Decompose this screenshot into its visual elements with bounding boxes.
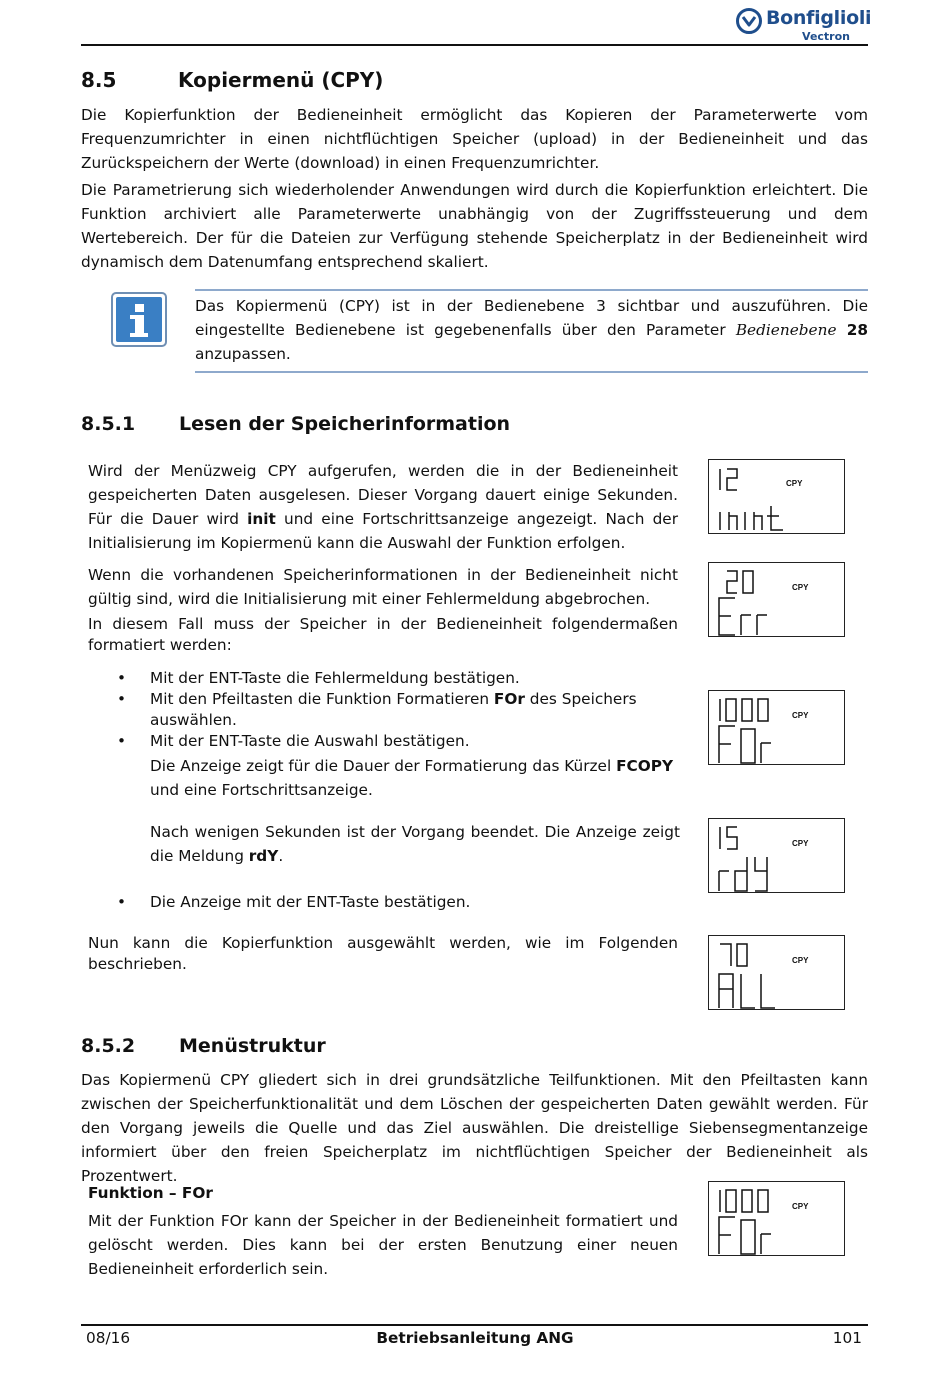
bullet2-bold: FOr bbox=[493, 690, 525, 708]
sub1-note-2 bbox=[150, 820, 680, 868]
lcd-graphic-for bbox=[709, 691, 846, 766]
header-rule bbox=[81, 44, 868, 46]
bullet2-b: des Speichers auswählen. bbox=[150, 690, 637, 729]
note2-b: . bbox=[278, 847, 284, 865]
lcd-graphic-init bbox=[709, 460, 846, 535]
page-number: 101 bbox=[832, 1329, 862, 1347]
note1-a: Die Anzeige zeigt für die Dauer der Formatierung das Kürzel bbox=[150, 757, 617, 775]
brand-name: Bonfiglioli bbox=[766, 7, 872, 29]
lcd-display bbox=[708, 459, 845, 534]
footer-date: 08/16 bbox=[86, 1329, 131, 1347]
lcd-label: CPY bbox=[792, 839, 809, 848]
lcd-display bbox=[708, 818, 845, 893]
list-item bbox=[88, 689, 678, 731]
lcd-graphic-err bbox=[709, 563, 846, 638]
footer-doc-title: Betriebsanleitung ANG bbox=[376, 1329, 574, 1347]
bonfiglioli-logo-icon bbox=[736, 8, 762, 34]
sub1-paragraph-4: Nun kann die Kopierfunktion ausgewählt werden, wie im Folgenden beschrieben. bbox=[88, 934, 678, 973]
function-heading: Funktion – FOr bbox=[88, 1184, 213, 1202]
section-paragraph-1: Die Kopierfunktion der Bedieneinheit ermöglicht das Kopieren der Parameterwerte vom Frequenzumrichter in einen nichtflüchtigen Speicher (upload) in der Bedieneinheit und das Zurückspeichern der Werte (download) in einen Frequenzumrichter. bbox=[81, 106, 868, 172]
sub1-paragraph-2: Wenn die vorhandenen Speicherinformationen in der Bedieneinheit nicht gültig sind, wird die Initialisierung mit einer Fehlermeldung abgebrochen. bbox=[88, 566, 678, 608]
sub1-p1-b: und eine Fortschrittsanzeige angezeigt. Nach der Initialisierung im Kopiermenü kann die Auswahl der Funktion erfolgen. bbox=[88, 510, 678, 552]
list-item: • Die Anzeige mit der ENT-Taste bestätigen. bbox=[88, 892, 678, 913]
brand-subname: Vectron bbox=[802, 30, 850, 43]
lcd-label: CPY bbox=[786, 479, 803, 488]
info-rule-bottom bbox=[195, 371, 868, 373]
lcd-label: CPY bbox=[792, 1202, 809, 1211]
subsection-1-number: 8.5.1 bbox=[81, 413, 136, 435]
lcd-display bbox=[708, 1181, 845, 1256]
subsection-2-number: 8.5.2 bbox=[81, 1035, 136, 1057]
lcd-label: CPY bbox=[792, 711, 809, 720]
format-steps-list bbox=[88, 668, 678, 752]
subsection-1-title: Lesen der Speicherinformation bbox=[179, 413, 511, 435]
info-text-a: Das Kopiermenü (CPY) ist in der Bedienebene 3 sichtbar und auszuführen. Die eingestellte Bedienebene ist gegebenenfalls über den Parameter bbox=[195, 297, 868, 339]
section-number: 8.5 bbox=[81, 68, 117, 92]
list-item: • Mit der ENT-Taste die Auswahl bestätigen. bbox=[88, 731, 678, 752]
subsection-2-title: Menüstruktur bbox=[179, 1035, 326, 1057]
lcd-display bbox=[708, 690, 845, 765]
sub1-p1-a: Wird der Menüzweig CPY aufgerufen, werden die in der Bedieneinheit gespeicherten Daten ausgelesen. Dieser Vorgang dauert einige Sekunden. Für die Dauer wird bbox=[88, 462, 678, 528]
subsection-2-heading bbox=[81, 1032, 326, 1060]
function-description: Mit der Funktion FOr kann der Speicher in der Bedieneinheit formatiert und gelöscht werden. Dies kann bei der ersten Benutzung einer neuen Bedieneinheit erforderlich sein. bbox=[88, 1212, 678, 1278]
info-text-b: anzupassen. bbox=[195, 345, 291, 363]
subsection-1-heading bbox=[81, 410, 510, 438]
list-item: • Mit der ENT-Taste die Fehlermeldung bestätigen. bbox=[88, 668, 678, 689]
lcd-label: CPY bbox=[792, 956, 809, 965]
info-param-name: Bedienebene bbox=[735, 321, 837, 339]
note2-bold: rdY bbox=[248, 847, 279, 865]
sub1-paragraph-3: In diesem Fall muss der Speicher in der Bedieneinheit folgendermaßen formatiert werden: bbox=[88, 615, 678, 654]
section-heading bbox=[81, 66, 383, 94]
note2-a: Nach wenigen Sekunden ist der Vorgang beendet. Die Anzeige zeigt die Meldung bbox=[150, 823, 680, 865]
info-text bbox=[195, 294, 868, 366]
bullet2-a: Mit den Pfeiltasten die Funktion Formatieren bbox=[150, 690, 494, 708]
section-paragraph-2: Die Parametrierung sich wiederholender Anwendungen wird durch die Kopierfunktion erleichtert. Die Funktion archiviert alle Parameterwerte unabhängig von der Zugriffssteuerung und dem Wertebereich. Der für die Dateien zur Verfügung stehende Speicherplatz in der Bedieneinheit wird dynamisch dem Datenumfang entsprechend skaliert. bbox=[81, 181, 868, 271]
lcd-label: CPY bbox=[792, 583, 809, 592]
lcd-graphic-for-2 bbox=[709, 1182, 846, 1257]
section-title: Kopiermenü (CPY) bbox=[178, 68, 384, 92]
lcd-graphic-all bbox=[709, 936, 846, 1011]
sub1-paragraph-1 bbox=[88, 459, 678, 555]
sub1-note-1 bbox=[150, 754, 685, 802]
lcd-display bbox=[708, 562, 845, 637]
note1-bold: FCOPY bbox=[616, 757, 674, 775]
info-param-number: 28 bbox=[846, 321, 868, 339]
brand-logo bbox=[736, 6, 872, 46]
info-icon bbox=[111, 292, 167, 347]
sub2-paragraph-1: Das Kopiermenü CPY gliedert sich in drei grundsätzliche Teilfunktionen. Mit den Pfeiltasten kann zwischen der Speicherfunktionalität und dem Löschen der gespeicherten Daten gewählt werden. Für den Vorgang jeweils die Quelle und das Ziel auswählen. Die dreistellige Siebensegmentanzeige informiert über den freien Speicherplatz im nichtflüchtigen Speicher der Bedieneinheit als Prozentwert. bbox=[81, 1071, 868, 1185]
confirm-step-list bbox=[88, 892, 678, 913]
lcd-display bbox=[708, 935, 845, 1010]
info-rule-top bbox=[195, 289, 868, 291]
sub1-p1-bold: init bbox=[247, 510, 276, 528]
lcd-graphic-rdy bbox=[709, 819, 846, 894]
note1-b: und eine Fortschrittsanzeige. bbox=[150, 781, 373, 799]
